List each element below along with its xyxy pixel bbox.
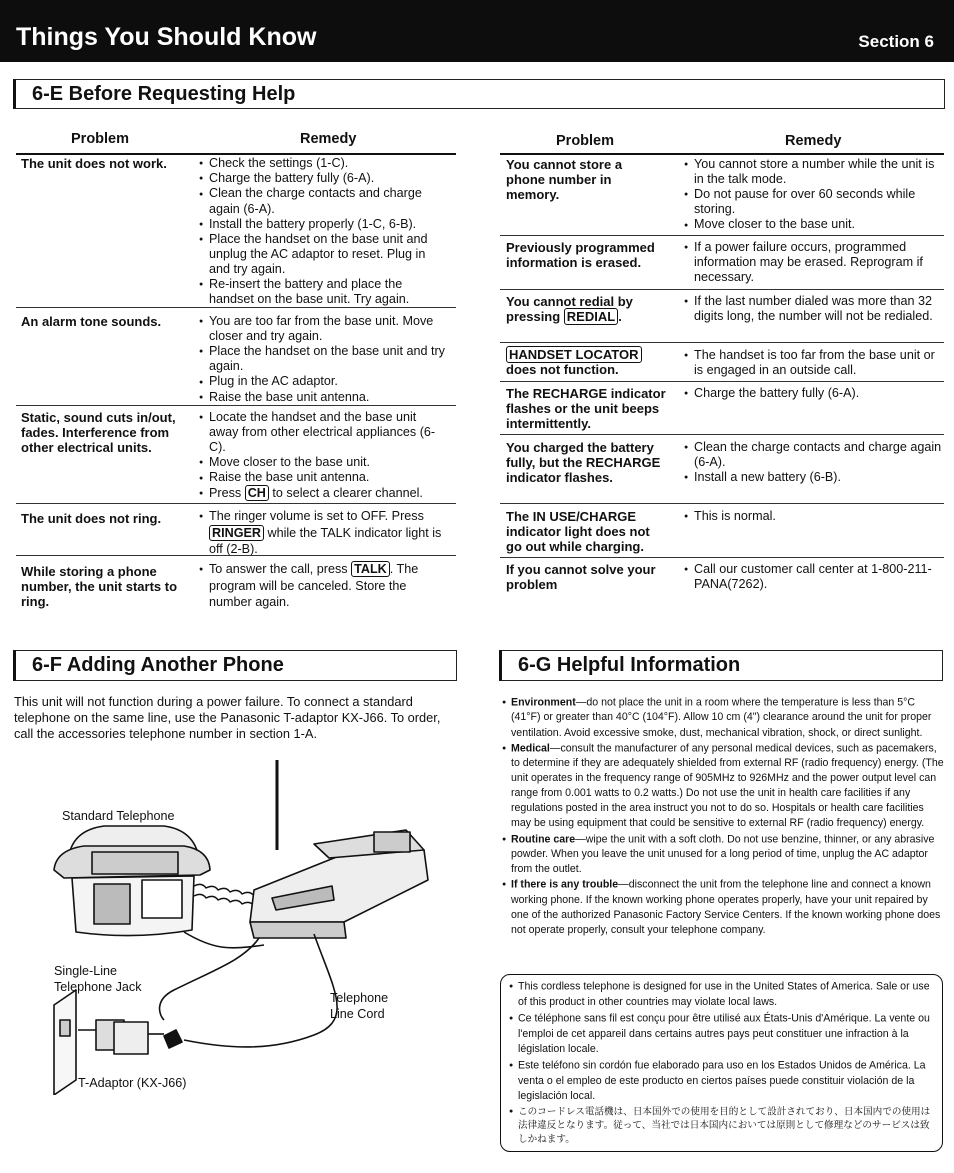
cordless-base-unit-illustration [250,760,428,938]
remedy-item: ● Clean the charge contacts and charge again (6-A). [199,186,449,216]
section-label: Section 6 [858,32,934,51]
row-divider [500,235,944,236]
problem-cannot-solve: If you cannot solve your problem [506,562,656,592]
info-term: Medical [511,741,550,754]
remedy-item: ● Call our customer call center at 1-800-211-PANA(7262). [684,562,942,592]
standard-telephone-illustration [54,826,254,936]
remedy-item: ● If the last number dialed was more than 32 digits long, the number will not be redialed. [684,294,942,324]
problem-in-use-light: The IN USE/CHARGE indicator light does not go out while charging. [506,509,650,554]
info-text: —consult the manufacturer of any personal medical devices, such as pacemakers, to determine if they are adequately shielded from external RF (radio frequency) energy. (The unit operates in the frequency range of 905MHz to 926MHz and the power output level can range from 0.001 watts to 0.2 watts.) Do not use the unit in health care facilities if any regulations posted in the area instruct you not to do so. Hospitals or health care facilities may be using equipment that could be sensitive to external RF (radio frequency) energy. [511,741,944,830]
remedy-cannot-store [684,157,942,233]
remedy-ring-while-storing [199,561,449,610]
section-6e-title: 6-E Before Requesting Help [32,83,296,105]
left-remedy-header: Remedy [300,131,357,147]
remedy-recharge-flashes [684,386,942,401]
remedy-item: ● Check the settings (1-C). [199,156,449,171]
remedy-item: ● Place the handset on the base unit and unplug the AC adaptor to reset. Plug in and try again. [199,232,449,277]
remedy-item: ● You cannot store a number while the unit is in the talk mode. [684,157,942,187]
remedy-text: Press [209,485,245,500]
connection-diagram [14,750,454,1095]
remedy-cannot-solve [684,562,942,592]
row-divider [16,555,456,556]
section-6g-heading-box [499,650,943,681]
problem-handset-locator [506,347,676,377]
remedy-item: ● Clean the charge contacts and charge again (6-A). [684,440,942,470]
problem-ring-while-storing: While storing a phone number, the unit starts to ring. [21,564,178,609]
remedy-charged-flashes [684,440,942,485]
info-environment [502,695,944,741]
notice-japanese: ● このコードレス電話機は、日本国外での使用を目的として設計されており、日本国内での使用は法律違反となります。従って、当社では日本国内においては原則として修理などのサービスは致しかねます。 [509,1105,931,1148]
row-divider [500,289,944,290]
info-trouble [502,877,944,938]
remedy-item [199,508,451,557]
section-6f-heading-box [13,650,457,681]
problem-info-erased: Previously programmed information is erased. [506,240,655,270]
remedy-item: ● Install a new battery (6-B). [684,470,942,485]
row-divider [500,557,944,558]
row-divider [500,381,944,382]
remedy-item: ● If a power failure occurs, programmed information may be erased. Reprogram if necessary. [684,240,942,285]
remedy-item [199,486,449,501]
t-adaptor-illustration [78,1020,182,1054]
region-notice-box [500,974,943,1152]
ch-key: CH [245,485,269,501]
wall-jack-illustration [54,990,76,1095]
right-header-rule [500,153,944,155]
remedy-item: ● The handset is too far from the base unit or is engaged in an outside call. [684,348,942,378]
remedy-text: while the TALK indicator light is off (2-B). [209,525,442,556]
notice-french: ● Ce téléphone sans fil est conçu pour être utilisé aux États-Unis d'Amérique. La vente ou l'emploi de cet appareil dans certains autres pays peut constituer une infraction à la législation locale. [509,1011,931,1058]
remedy-text: to select a clearer channel. [268,485,423,500]
row-divider [16,307,456,308]
remedy-item: ● Charge the battery fully (6-A). [199,171,449,186]
info-text: —wipe the unit with a soft cloth. Do not use benzine, thinner, or any abrasive powder. When you leave the unit unused for a long period of time, unplug the AC adaptor from the outlet. [511,832,935,876]
helpful-info-list [502,695,944,938]
right-remedy-header: Remedy [785,133,842,149]
info-text: —disconnect the unit from the telephone line and connect a known working phone. If the known working phone operates properly, have your unit repaired by one of the authorized Panasonic Factory Service Centers. If the known working phone does not operate properly, consult your telephone company. [511,878,941,936]
remedy-item: ● Raise the base unit antenna. [199,470,449,485]
label-telephone-jack: Single-Line Telephone Jack [54,964,142,994]
region-notice-list [509,979,931,1147]
problem-charged-flashes: You charged the battery fully, but the RECHARGE indicator flashes. [506,440,661,485]
remedy-item: ● Locate the handset and the base unit away from other electrical appliances (6-C). [199,410,449,455]
info-term: Environment [511,696,576,709]
remedy-not-ring [199,508,451,557]
problem-static: Static, sound cuts in/out, fades. Interference from other electrical units. [21,410,176,455]
label-standard-telephone: Standard Telephone [62,809,175,823]
remedy-text: To answer the call, press [209,562,352,576]
remedy-in-use-light [684,509,942,524]
remedy-handset-locator [684,348,942,378]
problem-text: . [618,309,622,324]
header-bar [0,0,954,62]
problem-recharge-flashes: The RECHARGE indicator flashes or the unit beeps intermittently. [506,386,666,431]
row-divider [16,405,456,406]
remedy-item: ● You are too far from the base unit. Move closer and try again. [199,314,449,344]
problem-cannot-store: You cannot store a phone number in memory. [506,157,623,202]
section-6g-title: 6-G Helpful Information [518,654,741,676]
remedy-item: ● Plug in the AC adaptor. [199,374,449,389]
talk-key: TALK [351,561,390,577]
info-text: —do not place the unit in a room where the temperature is less than 5°C (41°F) or greater than 40°C (104°F). Allow 10 cm (4") clearance around the unit for proper ventilation. Avoid excessive smoke, dust, mechanical vibration, shock, or direct sunlight. [511,696,932,739]
remedy-cannot-redial [684,294,942,324]
remedy-item: ● Re-insert the battery and place the handset on the base unit. Try again. [199,277,449,307]
notice-spanish: ● Este teléfono sin cordón fue elaborado para uso en los Estados Unidos de América. La venta o el empleo de este producto en ciertos países puede constituir violación de la legislación local. [509,1058,931,1105]
right-problem-header: Problem [556,133,615,149]
problem-not-ring: The unit does not ring. [21,511,162,526]
remedy-alarm-tone [199,314,449,405]
remedy-text: The ringer volume is set to OFF. Press [209,509,424,523]
info-term: Routine care [511,832,576,845]
remedy-item: ● Do not pause for over 60 seconds while storing. [684,187,942,217]
problem-unit-not-work: The unit does not work. [21,156,167,171]
notice-english: ● This cordless telephone is designed for use in the United States of America. Sale or use of this product in other countries may violate local laws. [509,979,931,1011]
adding-phone-text: This unit will not function during a power failure. To connect a standard telephone on the same line, use the Panasonic T-adaptor KX-J66. To order, call the accessories telephone number in section 1-A. [14,694,441,741]
row-divider [500,503,944,504]
remedy-item: ● Place the handset on the base unit and try again. [199,344,449,374]
problem-alarm-tone: An alarm tone sounds. [21,314,162,329]
info-routine-care [502,832,944,878]
info-medical [502,741,944,832]
problem-text: You cannot redial by pressing [506,294,633,324]
remedy-item [199,561,449,610]
row-divider [500,434,944,435]
left-header-rule [16,153,456,155]
row-divider [16,503,456,504]
remedy-unit-not-work [199,156,449,307]
left-problem-header: Problem [71,131,130,147]
remedy-item: ● Raise the base unit antenna. [199,390,449,405]
remedy-item: ● Move closer to the base unit. [684,217,942,232]
label-t-adaptor: T-Adaptor (KX-J66) [78,1076,187,1090]
remedy-item: ● Charge the battery fully (6-A). [684,386,942,401]
remedy-static [199,410,449,501]
page-title: Things You Should Know [16,23,317,51]
section-6f-title: 6-F Adding Another Phone [32,654,284,676]
remedy-info-erased [684,240,942,285]
section-6e-heading-box [13,79,945,109]
remedy-item: ● Move closer to the base unit. [199,455,449,470]
redial-key: REDIAL [564,308,618,325]
remedy-text: . The program will be canceled. Store the number again. [209,562,419,609]
row-divider [500,342,944,343]
problem-text: does not function. [506,362,619,377]
problem-cannot-redial [506,294,666,324]
label-line-cord: Telephone Line Cord [330,991,389,1021]
ringer-key: RINGER [209,525,264,541]
remedy-item: ● Install the battery properly (1-C, 6-B). [199,217,449,232]
info-term: If there is any trouble [511,878,619,891]
remedy-item: ● This is normal. [684,509,942,524]
handset-locator-key: HANDSET LOCATOR [506,346,642,363]
